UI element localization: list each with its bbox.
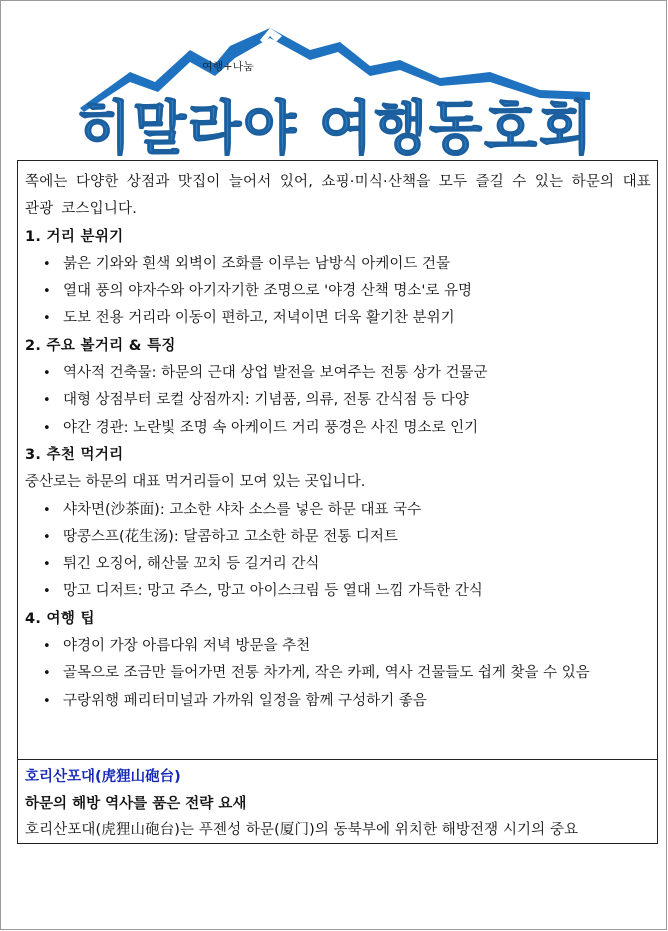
next-section-title: 호리산포대(虎狸山砲台) — [25, 769, 181, 785]
list-item: • 튀긴 오징어, 해산물 꼬치 등 길거리 간식 — [25, 551, 651, 578]
list-item: • 샤차면(沙茶面): 고소한 샤차 소스를 넣은 하문 대표 국수 — [25, 497, 651, 524]
list-item: • 대형 상점부터 로컬 상점까지: 기념품, 의류, 전통 간식점 등 다양 — [25, 387, 651, 414]
section-divider — [18, 759, 657, 760]
list-item: • 야경이 가장 아름다워 저녁 방문을 추천 — [25, 633, 651, 660]
section-heading: 4. 여행 팁 — [25, 610, 95, 627]
club-logo — [70, 20, 600, 160]
list-item: • 역사적 건축물: 하문의 근대 상업 발전을 보여주는 전통 상가 건물군 — [25, 360, 651, 387]
list-item: • 도보 전용 거리라 이동이 편하고, 저녁이면 더욱 활기찬 분위기 — [25, 305, 651, 332]
article-body — [25, 169, 651, 715]
section-heading: 3. 추천 먹거리 — [25, 446, 124, 463]
bullet-list — [25, 497, 651, 606]
section-heading: 2. 주요 볼거리 & 특징 — [25, 337, 176, 354]
section-heading: 1. 거리 분위기 — [25, 228, 124, 245]
list-item: • 야간 경관: 노란빛 조명 속 아케이드 거리 풍경은 사진 명소로 인기 — [25, 415, 651, 442]
bullet-list — [25, 251, 651, 333]
content-box — [17, 160, 658, 844]
intro-paragraph: 쪽에는 다양한 상점과 맛집이 늘어서 있어, 쇼핑·미식·산책을 모두 즐길 수 있는 하문의 대표 관광 코스입니다. — [25, 174, 651, 218]
list-item: • 땅콩스프(花生汤): 달콤하고 고소한 하문 전통 디저트 — [25, 524, 651, 551]
list-item: • 구랑위행 페리터미널과 가까워 일정을 함께 구성하기 좋음 — [25, 688, 651, 715]
next-section-text: 호리산포대(虎狸山砲台)는 푸젠성 하문(厦门)의 동북부에 위치한 해방전쟁 시기의 중요 — [25, 822, 579, 838]
next-section — [25, 764, 651, 844]
logo-title: 히말라야 여행동호회 — [78, 94, 594, 160]
list-item: • 망고 디저트: 망고 주스, 망고 아이스크림 등 열대 느낌 가득한 간식 — [25, 578, 651, 605]
section-lead: 중산로는 하문의 대표 먹거리들이 모여 있는 곳입니다. — [25, 474, 366, 491]
bullet-list — [25, 360, 651, 442]
list-item: • 붉은 기와와 흰색 외벽이 조화를 이루는 남방식 아케이드 건물 — [25, 251, 651, 278]
bullet-list — [25, 633, 651, 715]
himalaya-mountain-logo — [70, 20, 600, 160]
list-item: • 골목으로 조금만 들어가면 전통 차가게, 작은 카페, 역사 건물들도 쉽게 찾을 수 있음 — [25, 660, 651, 687]
list-item: • 열대 풍의 야자수와 아기자기한 조명으로 '야경 산책 명소'로 유명 — [25, 278, 651, 305]
logo-tagline: 여행+나눔 — [202, 60, 254, 73]
next-section-subtitle: 하문의 해방 역사를 품은 전략 요새 — [25, 795, 247, 812]
